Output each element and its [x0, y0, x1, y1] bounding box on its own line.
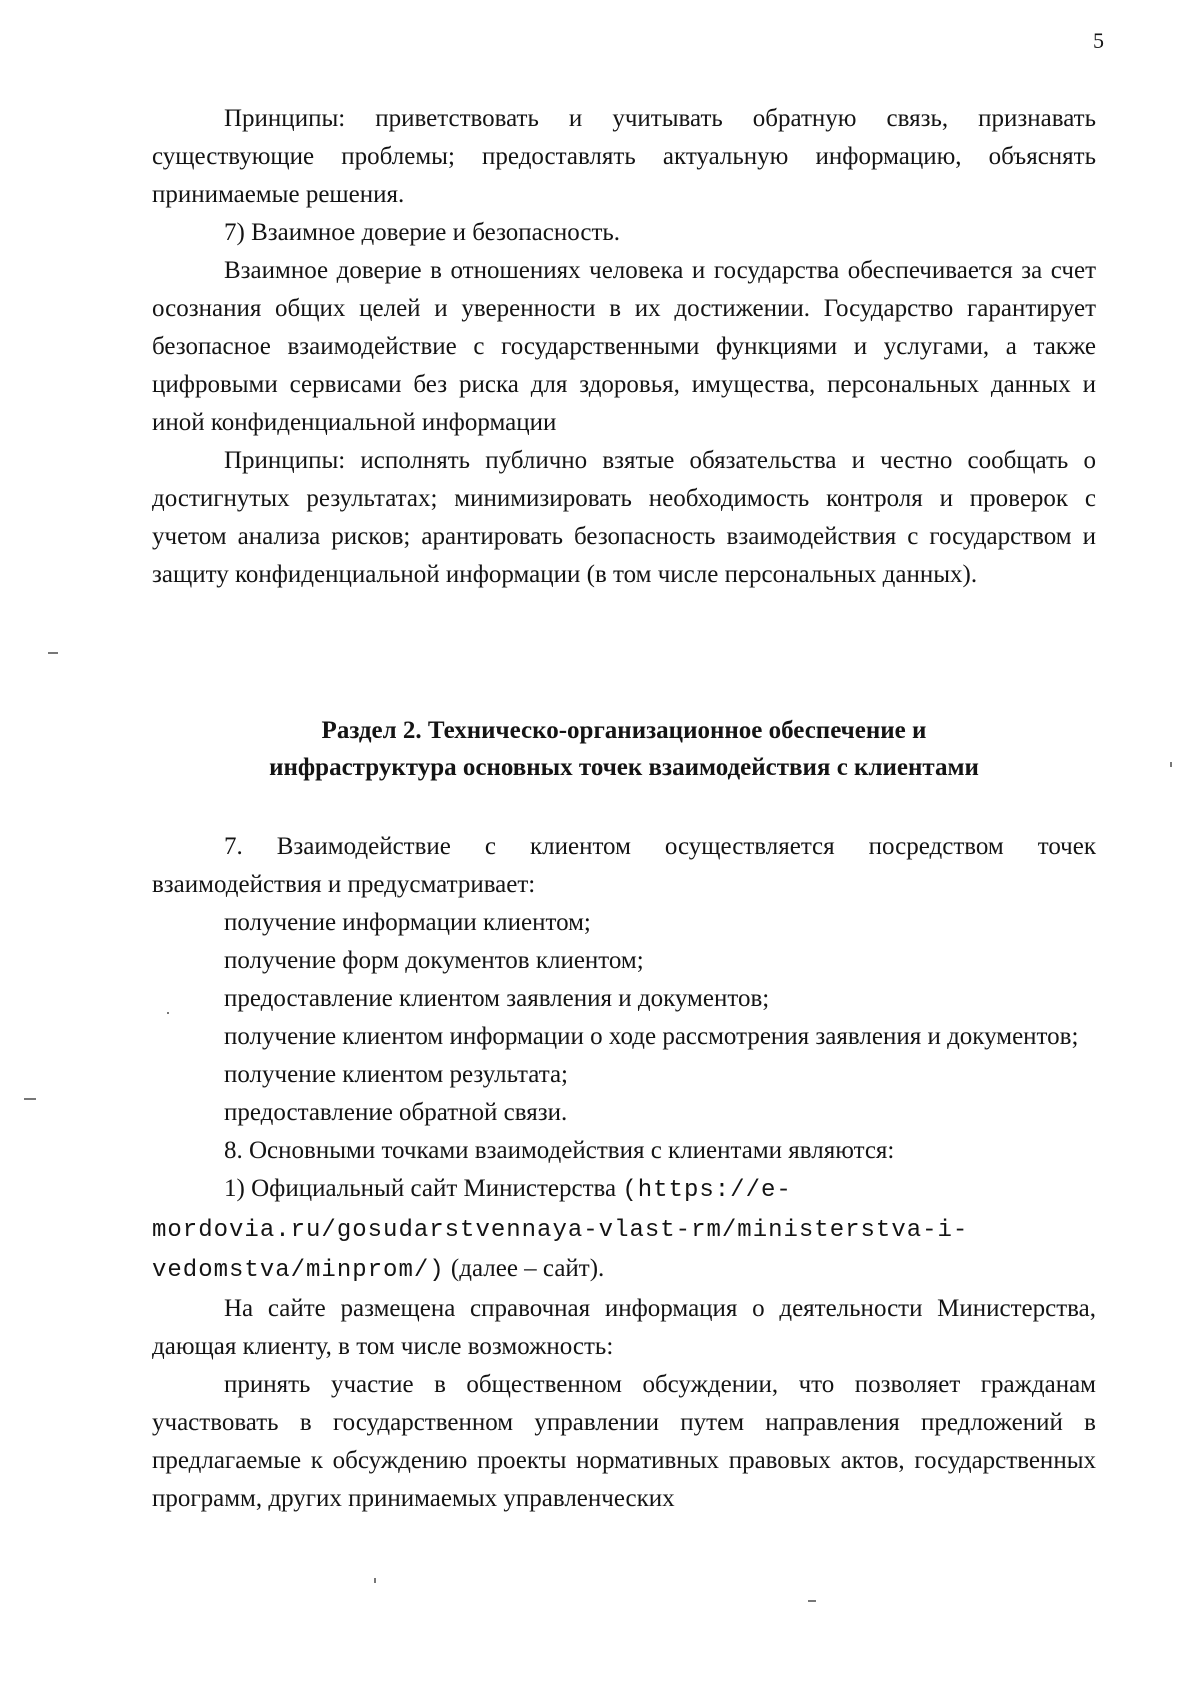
paragraph-8-main-points: 8. Основными точками взаимодействия с клиентами являются:: [224, 1137, 895, 1164]
scan-speck: [48, 652, 58, 654]
list-item: получение информации клиентом;: [224, 909, 591, 936]
section-heading-line-1: Раздел 2. Техническо-организационное обеспечение и: [321, 717, 927, 744]
site-url-link[interactable]: (https://e-mordovia.ru/gosudarstvennaya-vlast-rm/ministerstva-i-vedomstva/minprom/): [152, 1177, 969, 1284]
paragraph-principles-trust: Принципы: исполнять публично взятые обязательства и честно сообщать о достигнутых результатах; минимизировать необходимость контроля и проверок с учетом анализа рисков; арантировать безопасность взаимодействия с государством и защиту конфиденциальной информации (в том числе персональных данных).: [152, 447, 1096, 588]
paragraph-site-info: На сайте размещена справочная информация о деятельности Министерства, дающая клиенту, в том числе возможность:: [152, 1295, 1096, 1360]
section-heading-line-2: инфраструктура основных точек взаимодействия с клиентами: [269, 754, 979, 781]
scan-speck: [1170, 762, 1172, 767]
scan-speck: [374, 1578, 376, 1583]
scan-speck: [24, 1098, 36, 1100]
paragraph-official-site: [152, 1170, 1096, 1290]
list-item: предоставление клиентом заявления и документов;: [224, 985, 770, 1012]
section-heading: [152, 712, 1096, 786]
list-item: получение клиентом результата;: [224, 1061, 568, 1088]
interaction-points-block: [152, 828, 1096, 1518]
scan-speck: [808, 1600, 816, 1602]
principles-block: [152, 100, 1096, 594]
list-item: получение клиентом информации о ходе рассмотрения заявления и документов;: [224, 1023, 1079, 1050]
site-suffix: (далее – сайт).: [444, 1255, 605, 1282]
page-number: 5: [1093, 28, 1104, 53]
list-item: предоставление обратной связи.: [224, 1099, 568, 1126]
paragraph-principles-feedback: Принципы: приветствовать и учитывать обратную связь, признавать существующие проблемы; предоставлять актуальную информацию, объяснять принимаемые решения.: [152, 105, 1096, 208]
scan-speck: [167, 1012, 169, 1014]
site-label: 1) Официальный сайт Министерства: [224, 1175, 617, 1202]
list-item: получение форм документов клиентом;: [224, 947, 644, 974]
paragraph-7-interaction: 7. Взаимодействие с клиентом осуществляется посредством точек взаимодействия и предусматривает:: [152, 833, 1096, 898]
paragraph-public-discussion: принять участие в общественном обсуждении, что позволяет гражданам участвовать в государственном управлении путем направления предложений в предлагаемые к обсуждению проекты нормативных правовых актов, государственных программ, других принимаемых управленческих: [152, 1371, 1096, 1512]
paragraph-trust-heading: 7) Взаимное доверие и безопасность.: [224, 219, 621, 246]
paragraph-trust-description: Взаимное доверие в отношениях человека и государства обеспечивается за счет осознания общих целей и уверенности в их достижении. Государство гарантирует безопасное взаимодействие с государственными функциями и услугами, а также цифровыми сервисами без риска для здоровья, имущества, персональных данных и иной конфиденциальной информации: [152, 257, 1096, 436]
